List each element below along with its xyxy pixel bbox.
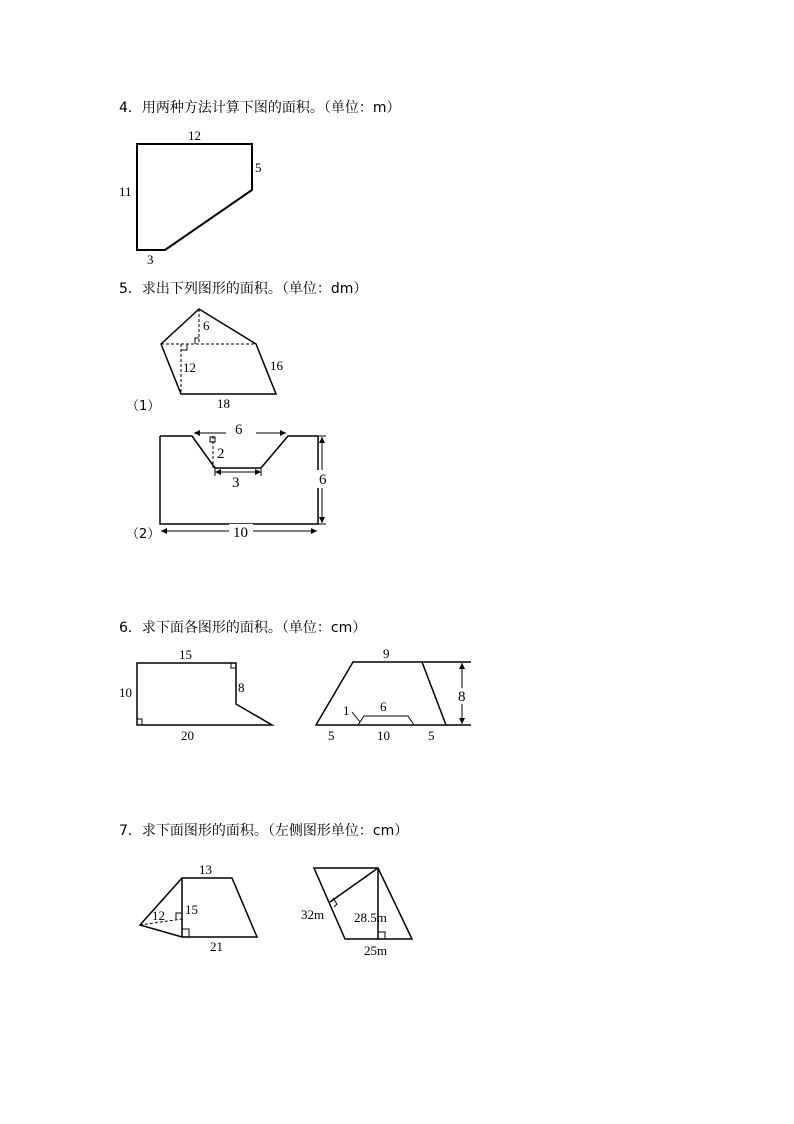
q5-fig1-right-angle-2 xyxy=(181,344,187,350)
q6-right-leader xyxy=(352,712,360,722)
q6-right-label-seg-right: 5 xyxy=(428,728,435,743)
q6-right-arrow xyxy=(459,663,465,669)
q5-fig1-label-base: 18 xyxy=(217,396,230,411)
q5-fig1-right-angle-1 xyxy=(195,338,199,344)
q6-left-label-right: 8 xyxy=(238,680,245,695)
q5-fig1 xyxy=(161,309,284,411)
q6-right-arrow xyxy=(459,718,465,724)
q6-left-label-top: 15 xyxy=(179,647,192,662)
q5-fig1-label-h-tri: 6 xyxy=(203,318,210,333)
q6-right-label-seg-mid: 10 xyxy=(377,728,390,743)
q5-fig2-arrow xyxy=(311,528,317,534)
q6-right-inner-trapezoid xyxy=(358,716,414,725)
q5-fig1-tag: （1） xyxy=(126,399,161,414)
q5-fig2-arrow xyxy=(194,430,200,436)
q5-fig2-label-bottom: 3 xyxy=(232,475,240,491)
q7-left-figure xyxy=(140,862,257,954)
q7-left-label-bottom: 21 xyxy=(210,939,223,954)
q6-left-outline xyxy=(137,663,272,725)
q6-right-label-inner-top: 6 xyxy=(380,699,387,714)
q7-right-figure xyxy=(301,868,412,958)
q5-fig2-label-width: 10 xyxy=(233,525,248,541)
q6-right-label-top: 9 xyxy=(383,646,390,661)
q7-right-label-base: 25m xyxy=(364,943,388,958)
q7-left-label-h: 15 xyxy=(185,902,198,917)
q4-figure xyxy=(119,128,262,267)
q7-right-perpendicular xyxy=(330,868,378,902)
q4-label-bottom: 3 xyxy=(147,252,154,267)
q7-right-right-angle xyxy=(378,932,385,939)
q5-fig2-arrow xyxy=(319,517,325,523)
q5-fig1-label-h: 12 xyxy=(183,360,196,375)
q7-left-right-angle xyxy=(182,929,189,937)
q5-fig2-tag: （2） xyxy=(126,527,161,542)
q6-right-label-height: 8 xyxy=(458,689,466,705)
q5-fig2-arrow xyxy=(280,430,286,436)
q6-right-label-seg-left: 5 xyxy=(328,728,335,743)
q4-pentagon xyxy=(137,144,252,250)
q4-label-top: 12 xyxy=(188,128,201,143)
q6-right-label-inner-h: 1 xyxy=(343,703,350,718)
q5-fig2-top-edge xyxy=(160,436,318,468)
q7-right-label-h: 28.5m xyxy=(354,910,387,925)
q5-fig2-label-height: 6 xyxy=(319,472,327,488)
q5-fig2-label-top: 6 xyxy=(235,422,243,438)
question-6-title: 6．求下面各图形的面积。（单位：cm） xyxy=(119,620,367,636)
question-7-title: 7．求下面图形的面积。（左侧图形单位：cm） xyxy=(119,823,409,839)
q6-right-figure xyxy=(316,646,471,743)
q7-right-label-side: 32m xyxy=(301,907,325,922)
q5-fig2-arrow xyxy=(161,528,167,534)
q6-left-figure xyxy=(119,647,272,743)
q7-left-label-top: 13 xyxy=(199,862,212,877)
question-5-title: 5．求出下列图形的面积。（单位：dm） xyxy=(119,281,368,297)
q6-left-label-bottom: 20 xyxy=(181,728,194,743)
q4-label-right: 5 xyxy=(255,160,262,175)
question-4-title: 4．用两种方法计算下图的面积。（单位：m） xyxy=(119,100,401,116)
q5-fig1-label-side: 16 xyxy=(270,358,283,373)
q7-left-right-angle xyxy=(176,913,182,919)
q5-fig2-arrow xyxy=(255,469,261,475)
q7-left-label-tri-h: 12 xyxy=(152,908,165,923)
q6-left-label-left: 10 xyxy=(119,685,132,700)
q5-fig2-arrow xyxy=(215,469,221,475)
q5-fig1-outline xyxy=(161,309,276,394)
q4-label-left: 11 xyxy=(119,184,132,199)
q5-fig2-label-h: 2 xyxy=(217,446,225,462)
q5-fig2 xyxy=(160,422,330,541)
q5-fig2-arrow xyxy=(319,437,325,443)
